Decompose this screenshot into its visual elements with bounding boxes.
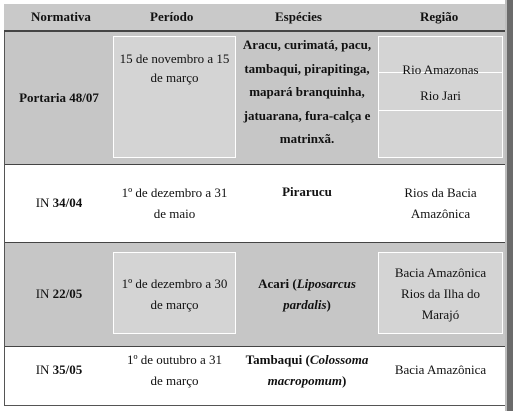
periodo-4-line2: de março <box>150 373 199 388</box>
cell-normativa-2 <box>5 192 113 214</box>
especies-1-line3: mapará branquinha, <box>249 84 365 99</box>
normativa-4-prefix: IN <box>35 362 53 377</box>
header-especies: Espécies <box>275 9 322 24</box>
cell-normativa-3 <box>5 283 113 305</box>
periodo-4-line1: 1º de outubro a 31 <box>126 352 222 367</box>
window-edge-shadow <box>507 0 513 411</box>
cell-periodo-3 <box>113 273 236 315</box>
periodo-3-line2: de março <box>150 297 199 312</box>
cell-especies-3 <box>236 273 378 315</box>
normativa-2-prefix: IN <box>35 195 53 210</box>
periodo-3-line1: 1º de dezembro a 30 <box>121 276 228 291</box>
cell-periodo-1 <box>113 49 236 87</box>
regiao-1-line2: Rio Jari <box>420 88 461 103</box>
especies-4-latin-genus: Colossoma <box>309 352 369 367</box>
especies-4-latin-species: macropomum <box>267 373 343 388</box>
cell-periodo-4 <box>113 349 236 391</box>
header-periodo: Período <box>150 9 194 24</box>
especies-1-line1: Aracu, curimatá, pacu, <box>242 37 372 52</box>
periodo-2-line1: 1º de dezembro a 31 <box>121 185 228 200</box>
cell-especies-1 <box>236 33 378 151</box>
periodo-2-line2: de maio <box>153 206 196 221</box>
cell-regiao-4: Bacia Amazônica <box>394 362 487 377</box>
especies-1-line4: jatuarana, fura-calça e <box>243 107 371 123</box>
row-separator-1 <box>5 164 507 165</box>
especies-1-line5: matrinxã. <box>279 131 335 146</box>
normativa-3-number: 22/05 <box>52 286 83 301</box>
table-header <box>4 4 508 32</box>
cell-regiao-1 <box>378 57 503 109</box>
especies-4-common: Tambaqui ( <box>245 352 310 367</box>
normativa-4-number: 35/05 <box>52 362 83 377</box>
cell-periodo-2 <box>113 182 236 224</box>
header-normativa: Normativa <box>31 9 91 24</box>
regiao-2-line1: Rios da Bacia <box>404 185 477 200</box>
cell-especies-4 <box>236 349 378 391</box>
especies-1-line2: tambaqui, pirapitinga, <box>244 60 370 76</box>
cell-normativa-1: Portaria 48/07 <box>19 90 99 105</box>
row-separator-3 <box>5 346 507 347</box>
regiao-3-line1: Bacia Amazônica <box>394 265 487 280</box>
especies-4-close: ) <box>342 373 347 388</box>
regiao-1-line1: Rio Amazonas <box>402 62 479 77</box>
periodo-1-line2: de março <box>150 70 199 85</box>
especies-3-close: ) <box>326 297 331 312</box>
cell-regiao-3 <box>378 262 503 325</box>
periodo-1-line1: 15 de novembro a 15 <box>119 51 230 66</box>
cell-regiao-2 <box>378 182 503 224</box>
header-regiao: Região <box>420 9 459 24</box>
regiao-2-line2: Amazônica <box>410 206 471 221</box>
normativa-2-number: 34/04 <box>52 195 83 210</box>
especies-3-latin-species: pardalis <box>283 297 327 312</box>
especies-3-common: Acari ( <box>258 276 297 291</box>
normativa-3-prefix: IN <box>35 286 53 301</box>
regiao-3-line3: Marajó <box>421 307 460 322</box>
especies-3-latin-genus: Liposarcus <box>296 276 356 291</box>
cell-divider-2 <box>378 110 503 111</box>
cell-especies-2: Pirarucu <box>282 184 332 199</box>
row-separator-2 <box>5 242 507 243</box>
cell-normativa-4 <box>5 359 113 381</box>
regiao-3-line2: Rios da Ilha do <box>400 286 481 301</box>
